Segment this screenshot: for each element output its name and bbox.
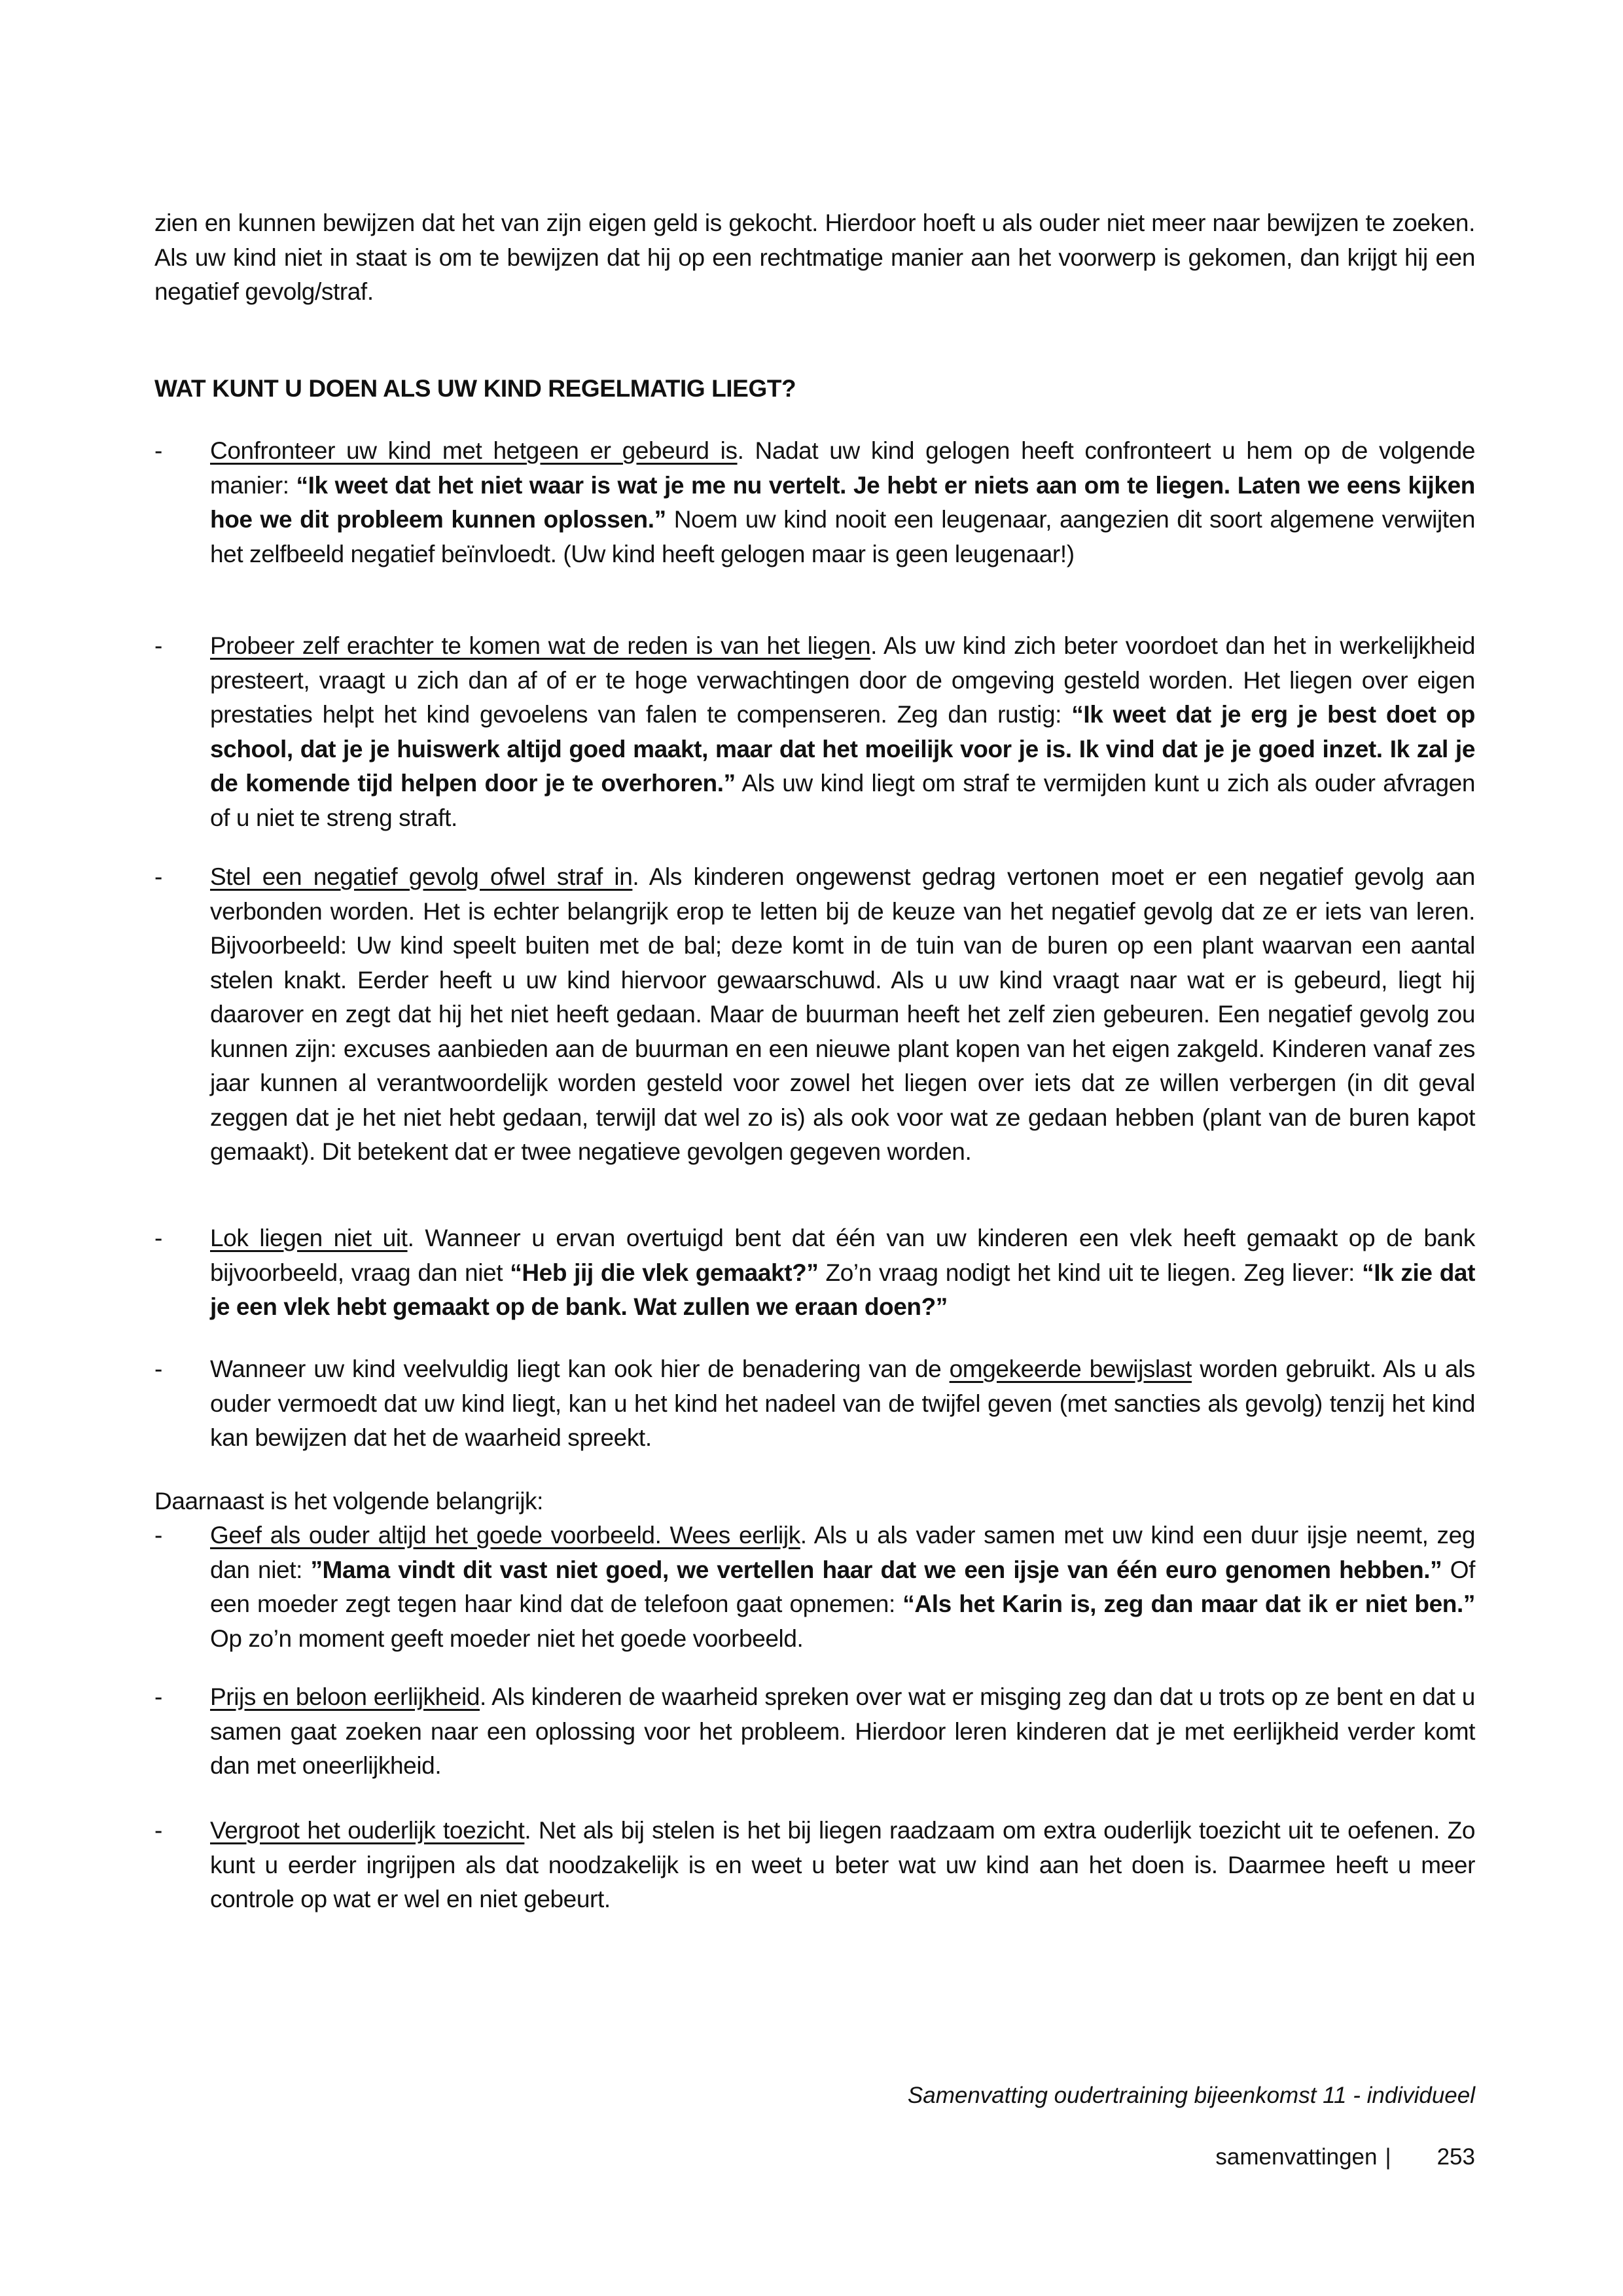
text-run: Als uw kind liegt om straf te vermijden kunt u zich als ouder afvragen of u niet te streng straft. [210, 770, 1476, 831]
additional-intro: Daarnaast is het volgende belangrijk: [154, 1488, 544, 1515]
bold-quote: “Ik weet dat het niet waar is wat je me nu vertelt. Je hebt er niets aan om te liegen. Laten we eens kijken hoe we dit probleem kunnen oplossen.” [210, 471, 1475, 533]
intro-paragraph [154, 206, 1475, 310]
text-run: . Wanneer u ervan overtuigd bent dat één van uw kinderen een vlek heeft gemaakt op de bank bijvoorbeeld, vraag dan niet [210, 1225, 1475, 1286]
underlined-topic: Stel een negatief gevolg ofwel straf in [210, 863, 633, 890]
bullet-dash: - [154, 1355, 162, 1382]
footer-page-info [1215, 2144, 1475, 2170]
underlined-topic: Geef als ouder altijd het goede voorbeeld. Wees eerlijk [210, 1522, 800, 1549]
bullet-confront [154, 434, 1476, 571]
bold-quote: “Ik weet dat je erg je best doet op school, dat je je huiswerk altijd goed maakt, maar dat het moeilijk voor je is. Ik vind dat je je goed inzet. Ik zal je de komende tijd helpen door je te overhoren.” [210, 701, 1475, 797]
text-run: Noem uw kind nooit een leugenaar, aangezien dit soort algemene verwijten het zelfbeeld negatief beïnvloedt. (Uw kind heeft gelogen maar is geen leugenaar!) [210, 506, 1476, 567]
bullet-find-reason [154, 629, 1476, 835]
bullet-reverse-burden [154, 1352, 1475, 1456]
underlined-topic: Confronteer uw kind met hetgeen er gebeurd is [210, 437, 738, 464]
bullet-dash: - [154, 1225, 162, 1251]
bullet-negative-consequence [154, 860, 1475, 1170]
bullet-good-example [154, 1518, 1475, 1656]
text-run: . Als u als vader samen met uw kind een duur ijsje neemt, zeg dan niet: [210, 1522, 1475, 1583]
bullet-dash: - [154, 437, 162, 464]
footer-section: samenvattingen [1215, 2144, 1378, 2170]
bullet-dash: - [154, 863, 162, 890]
text-run: zien en kunnen bewijzen dat het van zijn eigen geld is gekocht. Hierdoor hoeft u als ouder niet meer naar bewijzen te zoeken. Als uw kind niet in staat is om te bewijzen dat hij op een rechtmatige manier aan het voorwerp is gekomen, dan krijgt hij een negatief gevolg/straf. [154, 209, 1475, 305]
text-run: . Nadat uw kind gelogen heeft confronteert u hem op de volgende manier: [210, 437, 1475, 499]
bold-quote: ”Mama vindt dit vast niet goed, we vertellen haar dat we een ijsje van één euro genomen hebben.” [310, 1556, 1442, 1583]
page-number: 253 [1436, 2144, 1475, 2170]
text-run: Wanneer uw kind veelvuldig liegt kan ook hier de benadering van de [210, 1355, 950, 1382]
text-run: worden gebruikt. Als u als ouder vermoedt dat uw kind liegt, kan u het kind het nadeel van de twijfel geven (met sancties als gevolg) tenzij het kind kan bewijzen dat het de waarheid spreekt. [210, 1355, 1475, 1451]
bullet-reward-honesty [154, 1680, 1475, 1784]
bold-quote: “Ik zie dat je een vlek hebt gemaakt op de bank. Wat zullen we eraan doen?” [210, 1259, 1475, 1320]
underlined-topic: Prijs en beloon eerlijkheid [210, 1683, 480, 1710]
text-run: . Als kinderen ongewenst gedrag vertonen moet er een negatief gevolg aan verbonden worden. Het is echter belangrijk erop te letten bij de keuze van het negatief gevolg dat ze er iets van leren. Bijvoorbeeld: Uw kind speelt buiten met de bal; deze komt in de tuin van de buren op een plant waarvan een aantal stelen knakt. Eerder heeft u uw kind hiervoor gewaarschuwd. Als u uw kind vraagt naar wat er is gebeurd, liegt hij daarover en zegt dat hij het niet heeft gedaan. Maar de buurman heeft het zelf zien gebeuren. Een negatief gevolg zou kunnen zijn: excuses aanbieden aan de buurman en een nieuwe plant kopen van het eigen zakgeld. Kinderen vanaf zes jaar kunnen al verantwoordelijk worden gesteld voor zowel het liegen over iets dat ze willen verbergen (in dit geval zeggen dat je het niet hebt gedaan, terwijl dat wel zo is) als ook voor wat ze gedaan hebben (plant van de buren kapot gemaakt). Dit betekent dat er twee negatieve gevolgen gegeven worden. [210, 863, 1475, 1165]
underlined-topic: Probeer zelf erachter te komen wat de reden is van het liegen [210, 632, 871, 659]
bullet-dash: - [154, 1683, 162, 1710]
bullet-dont-provoke [154, 1221, 1475, 1325]
footer-separator: | [1385, 2144, 1391, 2170]
bullet-dash: - [154, 1522, 162, 1549]
text-run: Op zo’n moment geeft moeder niet het goede voorbeeld. [210, 1624, 804, 1652]
bold-quote: “Heb jij die vlek gemaakt?” [510, 1259, 819, 1286]
bullet-dash: - [154, 1817, 162, 1844]
text-run: . Net als bij stelen is het bij liegen raadzaam om extra ouderlijk toezicht uit te oefenen. Zo kunt u eerder ingrijpen als dat noodzakelijk is en weet u beter wat uw kind aan het doen is. Daarmee heeft u meer controle op wat er wel en niet gebeurt. [210, 1817, 1475, 1912]
footer-title: Samenvatting oudertraining bijeenkomst 11 - individueel [907, 2083, 1475, 2108]
text-run: Zo’n vraag nodigt het kind uit te liegen. Zeg liever: [818, 1259, 1363, 1286]
bold-quote: “Als het Karin is, zeg dan maar dat ik er niet ben.” [902, 1590, 1475, 1617]
text-run: Of een moeder zegt tegen haar kind dat de telefoon gaat opnemen: [210, 1556, 1475, 1617]
bullet-supervision [154, 1814, 1475, 1917]
underlined-topic: Lok liegen niet uit [210, 1225, 408, 1251]
underlined-topic: Vergroot het ouderlijk toezicht [210, 1817, 525, 1844]
section-heading: WAT KUNT U DOEN ALS UW KIND REGELMATIG LIEGT? [154, 375, 796, 402]
text-run: . Als uw kind zich beter voordoet dan het in werkelijkheid presteert, vraagt u zich dan af of er te hoge verwachtingen door de omgeving gesteld worden. Het liegen over eigen prestaties helpt het kind gevoelens van falen te compenseren. Zeg dan rustig: [210, 632, 1475, 728]
bullet-dash: - [154, 632, 162, 659]
text-run: . Als kinderen de waarheid spreken over wat er misging zeg dan dat u trots op ze bent en dat u samen gaat zoeken naar een oplossing voor het probleem. Hierdoor leren kinderen dat je met eerlijkheid verder komt dan met oneerlijkheid. [210, 1683, 1475, 1779]
underlined-topic: omgekeerde bewijslast [949, 1355, 1192, 1382]
